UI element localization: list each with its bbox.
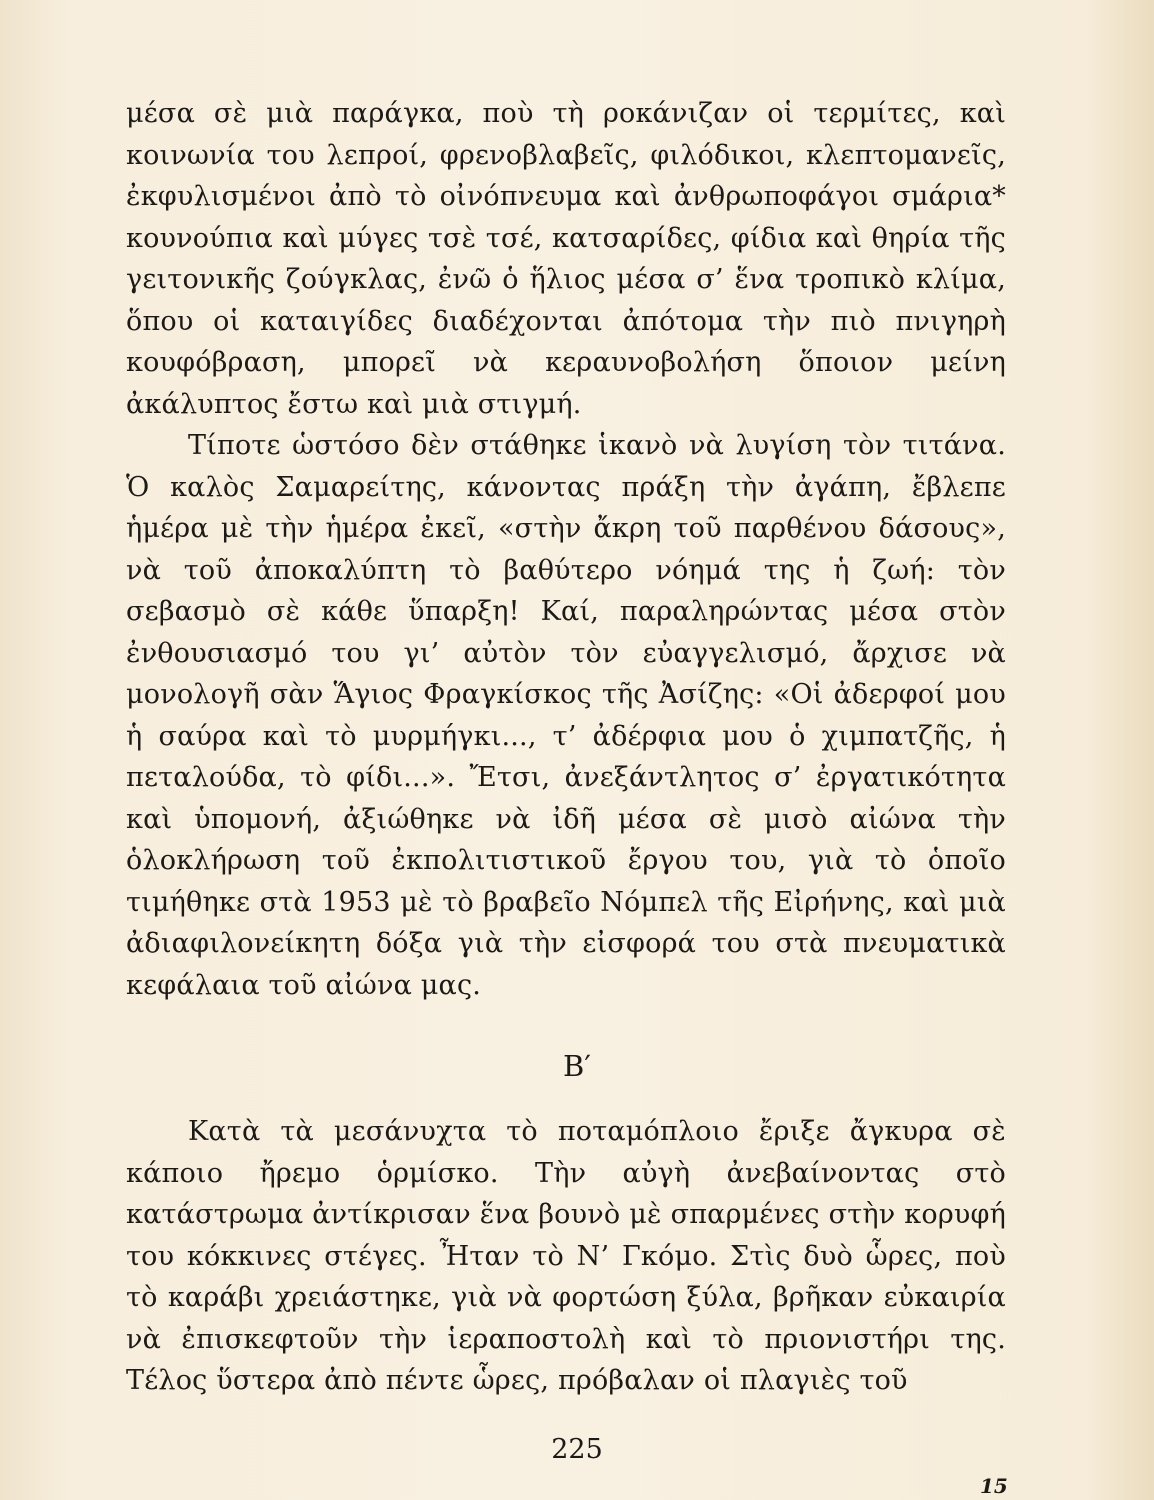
printer-signature-mark: 15 xyxy=(980,1474,1008,1498)
paragraph-2: Τίποτε ὡστόσο δὲν στάθηκε ἱκανὸ νὰ λυγίση τὸν τιτάνα. Ὁ καλὸς Σαμαρείτης, κάνοντας πράξη τὴν ἀγάπη, ἔβλεπε ἡμέρα μὲ τὴν ἡμέρα ἐκεῖ, «στὴν ἄκρη τοῦ παρθένου δάσους», νὰ τοῦ ἀποκαλύπτη τὸ βαθύτερο νόημά της ἡ ζωή: τὸν σεβασμὸ σὲ κάθε ὕπαρξη! Καί, παραληρώντας μέσα στὸν ἐνθουσιασμό του γι’ αὐτὸν τὸν εὐαγγελισμό, ἄρχισε νὰ μονολογῆ σὰν Ἅγιος Φραγκίσκος τῆς Ἀσίζης: «Οἱ ἀδερφοί μου ἡ σαύρα καὶ τὸ μυρμήγκι..., τ’ ἀδέρφια μου ὁ χιμπατζῆς, ἡ πεταλούδα, τὸ φίδι...». Ἔτσι, ἀνεξάντλητος σ’ ἐργατικότητα καὶ ὑπομονή, ἀξιώθηκε νὰ ἰδῆ μέσα σὲ μισὸ αἰώνα τὴν ὁλοκλήρωση τοῦ ἐκπολιτιστικοῦ ἔργου του, γιὰ τὸ ὁποῖο τιμήθηκε στὰ 1953 μὲ τὸ βραβεῖο Νόμπελ τῆς Εἰρήνης, καὶ μιὰ ἀδιαφιλονείκητη δόξα γιὰ τὴν εἰσφορά του στὰ πνευματικὰ κεφάλαια τοῦ αἰώνα μας. xyxy=(126,430,1006,1001)
body-text-bottom xyxy=(126,1111,1006,1402)
section-heading: Β′ xyxy=(563,1049,591,1083)
page-number: 225 xyxy=(551,1434,603,1465)
paragraph-3: Κατὰ τὰ μεσάνυχτα τὸ ποταμόπλοιο ἔριξε ἄγκυρα σὲ κάποιο ἤρεμο ὁρμίσκο. Τὴν αὐγὴ ἀνεβαίνοντας στὸ κατάστρωμα ἀντίκρισαν ἕνα βουνὸ μὲ σπαρμένες στὴν κορυφή του κόκκινες στέγες. Ἦταν τὸ Ν’ Γκόμο. Στὶς δυὸ ὧρες, ποὺ τὸ καράβι χρειάστηκε, γιὰ νὰ φορτώση ξύλα, βρῆκαν εὐκαιρία νὰ ἐπισκεφτοῦν τὴν ἱεραποστολὴ καὶ τὸ πριονιστήρι της. Τέλος ὕστερα ἀπὸ πέντε ὧρες, πρόβαλαν οἱ πλαγιὲς τοῦ xyxy=(126,1116,1006,1396)
body-text-top xyxy=(126,93,1006,1006)
paragraph-1: μέσα σὲ μιὰ παράγκα, ποὺ τὴ ροκάνιζαν οἱ τερμίτες, καὶ κοινωνία του λεπροί, φρενοβλαβεῖς, φιλόδικοι, κλεπτομανεῖς, ἐκφυλισμένοι ἀπὸ τὸ οἰνόπνευμα καὶ ἀνθρωποφάγοι σμάρια* κουνούπια καὶ μύγες τσὲ τσέ, κατσαρίδες, φίδια καὶ θηρία τῆς γειτονικῆς ζούγκλας, ἐνῶ ὁ ἥλιος μέσα σ’ ἕνα τροπικὸ κλίμα, ὅπου οἱ καταιγίδες διαδέχονται ἀπότομα τὴν πιὸ πνιγηρὴ κουφόβραση, μπορεῖ νὰ κεραυνοβολήση ὅποιον μείνη ἀκάλυπτος ἔστω καὶ μιὰ στιγμή. xyxy=(126,98,1006,420)
